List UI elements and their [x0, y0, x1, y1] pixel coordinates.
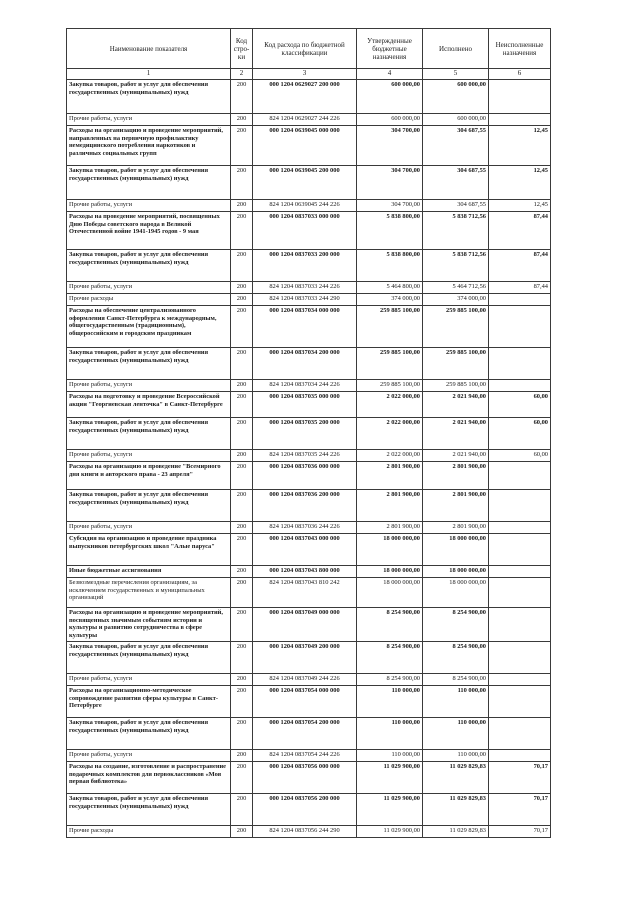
row-approved-amount: 5 838 800,00: [357, 212, 423, 250]
row-unexecuted-amount: [489, 306, 551, 348]
row-line-code: 200: [231, 718, 253, 750]
row-unexecuted-amount: 60,00: [489, 392, 551, 418]
row-approved-amount: 8 254 900,00: [357, 608, 423, 642]
row-expense-code: 000 1204 0837034 200 000: [253, 348, 357, 380]
row-approved-amount: 304 700,00: [357, 166, 423, 200]
row-line-code: 200: [231, 674, 253, 686]
row-executed-amount: 5 838 712,56: [423, 250, 489, 282]
header-executed: Исполнено: [423, 29, 489, 69]
row-approved-amount: 259 885 100,00: [357, 306, 423, 348]
row-executed-amount: 600 000,00: [423, 80, 489, 114]
row-line-code: 200: [231, 490, 253, 522]
row-unexecuted-amount: 87,44: [489, 250, 551, 282]
row-unexecuted-amount: 70,17: [489, 762, 551, 794]
table-row: [67, 522, 551, 534]
table-row: [67, 608, 551, 642]
row-unexecuted-amount: [489, 750, 551, 762]
row-executed-amount: 259 885 100,00: [423, 306, 489, 348]
row-unexecuted-amount: [489, 294, 551, 306]
row-expense-code: 824 1204 0837043 810 242: [253, 578, 357, 608]
row-name: Прочие работы, услуги: [67, 114, 231, 126]
row-unexecuted-amount: 70,17: [489, 826, 551, 838]
row-unexecuted-amount: [489, 534, 551, 566]
row-name: Прочие работы, услуги: [67, 450, 231, 462]
row-executed-amount: 110 000,00: [423, 718, 489, 750]
row-unexecuted-amount: [489, 642, 551, 674]
row-name: Закупка товаров, работ и услуг для обеспечения государственных (муниципальных) нужд: [67, 794, 231, 826]
row-name: Субсидия на организацию и проведение праздника выпускников петербургских школ "Алые паруса": [67, 534, 231, 566]
row-line-code: 200: [231, 522, 253, 534]
row-executed-amount: 5 838 712,56: [423, 212, 489, 250]
row-name: Расходы на проведение мероприятий, посвященных Дню Победы советского народа в Великой Отечественной войне 1941-1945 годов - 9 мая: [67, 212, 231, 250]
table-row: [67, 200, 551, 212]
row-approved-amount: 5 838 800,00: [357, 250, 423, 282]
row-line-code: 200: [231, 250, 253, 282]
row-executed-amount: 304 687,55: [423, 200, 489, 212]
row-expense-code: 824 1204 0639045 244 226: [253, 200, 357, 212]
row-approved-amount: 374 000,00: [357, 294, 423, 306]
column-number: 1: [67, 69, 231, 80]
table-row: [67, 294, 551, 306]
row-approved-amount: 2 801 900,00: [357, 490, 423, 522]
row-executed-amount: 11 029 829,83: [423, 762, 489, 794]
table-row: [67, 578, 551, 608]
table-row: [67, 250, 551, 282]
row-executed-amount: 8 254 900,00: [423, 608, 489, 642]
table-row: [67, 642, 551, 674]
table-row: [67, 794, 551, 826]
table-row: [67, 380, 551, 392]
row-unexecuted-amount: [489, 80, 551, 114]
row-line-code: 200: [231, 762, 253, 794]
row-executed-amount: 110 000,00: [423, 750, 489, 762]
row-line-code: 200: [231, 294, 253, 306]
table-body: [67, 80, 551, 838]
row-line-code: 200: [231, 578, 253, 608]
row-unexecuted-amount: [489, 718, 551, 750]
row-name: Закупка товаров, работ и услуг для обеспечения государственных (муниципальных) нужд: [67, 490, 231, 522]
table-row: [67, 762, 551, 794]
row-name: Расходы на обеспечение централизованного оформления Санкт-Петербурга к международным, общегосударственным (традиционным), общероссийским и городским праздникам: [67, 306, 231, 348]
table-row: [67, 306, 551, 348]
row-line-code: 200: [231, 418, 253, 450]
table-row: [67, 450, 551, 462]
budget-table-sheet: [66, 28, 550, 838]
row-approved-amount: 600 000,00: [357, 114, 423, 126]
row-approved-amount: 18 000 000,00: [357, 534, 423, 566]
table-row: [67, 392, 551, 418]
row-approved-amount: 2 022 000,00: [357, 450, 423, 462]
row-expense-code: 000 1204 0629027 200 000: [253, 80, 357, 114]
row-unexecuted-amount: 60,00: [489, 450, 551, 462]
row-name: Закупка товаров, работ и услуг для обеспечения государственных (муниципальных) нужд: [67, 80, 231, 114]
row-name: Закупка товаров, работ и услуг для обеспечения государственных (муниципальных) нужд: [67, 718, 231, 750]
row-name: Прочие работы, услуги: [67, 674, 231, 686]
table-row: [67, 718, 551, 750]
row-executed-amount: 2 021 940,00: [423, 392, 489, 418]
row-approved-amount: 304 700,00: [357, 126, 423, 166]
row-unexecuted-amount: [489, 566, 551, 578]
table-row: [67, 674, 551, 686]
table-row: [67, 566, 551, 578]
row-name: Расходы на организационно-методическое сопровождение развития сферы культуры в Санкт-Петербурге: [67, 686, 231, 718]
row-line-code: 200: [231, 642, 253, 674]
row-unexecuted-amount: 60,00: [489, 418, 551, 450]
row-name: Расходы на подготовку и проведение Всероссийской акции "Георгиевская ленточка" в Санкт-Петербурге: [67, 392, 231, 418]
column-number: 3: [253, 69, 357, 80]
row-line-code: 200: [231, 348, 253, 380]
row-line-code: 200: [231, 380, 253, 392]
row-expense-code: 824 1204 0837056 244 290: [253, 826, 357, 838]
row-approved-amount: 2 022 000,00: [357, 418, 423, 450]
row-expense-code: 000 1204 0837036 200 000: [253, 490, 357, 522]
row-expense-code: 000 1204 0639045 000 000: [253, 126, 357, 166]
row-unexecuted-amount: [489, 608, 551, 642]
table-row: [67, 462, 551, 490]
table-row: [67, 348, 551, 380]
row-name: Прочие работы, услуги: [67, 380, 231, 392]
row-executed-amount: 600 000,00: [423, 114, 489, 126]
row-line-code: 200: [231, 566, 253, 578]
row-expense-code: 824 1204 0837054 244 226: [253, 750, 357, 762]
row-unexecuted-amount: [489, 522, 551, 534]
row-expense-code: 824 1204 0837036 244 226: [253, 522, 357, 534]
row-name: Расходы на создание, изготовление и распространение подарочных комплектов для первоклассников «Моя первая библиотека»: [67, 762, 231, 794]
row-name: Прочие работы, услуги: [67, 282, 231, 294]
row-unexecuted-amount: [489, 380, 551, 392]
row-name: Прочие работы, услуги: [67, 200, 231, 212]
row-line-code: 200: [231, 462, 253, 490]
row-name: Безвозмездные перечисления организациям, за исключением государственных и муниципальных организаций: [67, 578, 231, 608]
row-unexecuted-amount: 87,44: [489, 212, 551, 250]
row-line-code: 200: [231, 608, 253, 642]
row-name: Закупка товаров, работ и услуг для обеспечения государственных (муниципальных) нужд: [67, 250, 231, 282]
row-unexecuted-amount: 12,45: [489, 126, 551, 166]
row-approved-amount: 2 801 900,00: [357, 462, 423, 490]
row-unexecuted-amount: 87,44: [489, 282, 551, 294]
header-unexecuted: Неисполненные назначения: [489, 29, 551, 69]
row-expense-code: 824 1204 0629027 244 226: [253, 114, 357, 126]
row-approved-amount: 259 885 100,00: [357, 348, 423, 380]
row-name: Прочие расходы: [67, 826, 231, 838]
row-line-code: 200: [231, 306, 253, 348]
row-expense-code: 000 1204 0837043 000 000: [253, 534, 357, 566]
row-executed-amount: 18 000 000,00: [423, 566, 489, 578]
row-unexecuted-amount: [489, 578, 551, 608]
column-number: 6: [489, 69, 551, 80]
row-executed-amount: 11 029 829,83: [423, 794, 489, 826]
row-unexecuted-amount: [489, 348, 551, 380]
row-executed-amount: 2 021 940,00: [423, 450, 489, 462]
row-expense-code: 000 1204 0837049 200 000: [253, 642, 357, 674]
row-line-code: 200: [231, 826, 253, 838]
row-expense-code: 824 1204 0837033 244 290: [253, 294, 357, 306]
row-executed-amount: 2 021 940,00: [423, 418, 489, 450]
row-expense-code: 000 1204 0837034 000 000: [253, 306, 357, 348]
row-approved-amount: 18 000 000,00: [357, 578, 423, 608]
row-expense-code: 000 1204 0837054 200 000: [253, 718, 357, 750]
row-executed-amount: 2 801 900,00: [423, 522, 489, 534]
table-row: [67, 418, 551, 450]
row-line-code: 200: [231, 686, 253, 718]
row-expense-code: 000 1204 0837056 000 000: [253, 762, 357, 794]
header-line-code: Код стро-ки: [231, 29, 253, 69]
row-unexecuted-amount: 12,45: [489, 200, 551, 212]
row-approved-amount: 11 029 900,00: [357, 794, 423, 826]
row-line-code: 200: [231, 126, 253, 166]
table-row: [67, 282, 551, 294]
row-line-code: 200: [231, 450, 253, 462]
row-executed-amount: 110 000,00: [423, 686, 489, 718]
header-expense-code: Код расхода по бюджетной классификации: [253, 29, 357, 69]
row-approved-amount: 18 000 000,00: [357, 566, 423, 578]
row-executed-amount: 259 885 100,00: [423, 380, 489, 392]
row-line-code: 200: [231, 212, 253, 250]
row-unexecuted-amount: [489, 114, 551, 126]
row-unexecuted-amount: [489, 490, 551, 522]
row-approved-amount: 5 464 800,00: [357, 282, 423, 294]
row-approved-amount: 110 000,00: [357, 718, 423, 750]
row-expense-code: 824 1204 0837049 244 226: [253, 674, 357, 686]
budget-execution-table: [66, 28, 551, 838]
row-line-code: 200: [231, 114, 253, 126]
row-name: Иные бюджетные ассигнования: [67, 566, 231, 578]
row-expense-code: 000 1204 0837056 200 000: [253, 794, 357, 826]
row-unexecuted-amount: [489, 462, 551, 490]
table-row: [67, 212, 551, 250]
row-executed-amount: 374 000,00: [423, 294, 489, 306]
row-approved-amount: 600 000,00: [357, 80, 423, 114]
row-name: Прочие работы, услуги: [67, 522, 231, 534]
row-line-code: 200: [231, 750, 253, 762]
column-number: 2: [231, 69, 253, 80]
header-row: [67, 29, 551, 69]
row-line-code: 200: [231, 166, 253, 200]
row-executed-amount: 259 885 100,00: [423, 348, 489, 380]
column-number: 5: [423, 69, 489, 80]
table-row: [67, 490, 551, 522]
row-expense-code: 824 1204 0837033 244 226: [253, 282, 357, 294]
row-expense-code: 000 1204 0837054 000 000: [253, 686, 357, 718]
row-line-code: 200: [231, 200, 253, 212]
table-row: [67, 534, 551, 566]
row-name: Закупка товаров, работ и услуг для обеспечения государственных (муниципальных) нужд: [67, 642, 231, 674]
table-row: [67, 686, 551, 718]
header-name: Наименование показателя: [67, 29, 231, 69]
column-number-row: [67, 69, 551, 80]
row-approved-amount: 11 029 900,00: [357, 826, 423, 838]
row-unexecuted-amount: 70,17: [489, 794, 551, 826]
row-approved-amount: 110 000,00: [357, 686, 423, 718]
row-executed-amount: 8 254 900,00: [423, 642, 489, 674]
row-approved-amount: 304 700,00: [357, 200, 423, 212]
column-number: 4: [357, 69, 423, 80]
row-expense-code: 000 1204 0837035 000 000: [253, 392, 357, 418]
row-expense-code: 000 1204 0837036 000 000: [253, 462, 357, 490]
row-approved-amount: 8 254 900,00: [357, 674, 423, 686]
row-approved-amount: 11 029 900,00: [357, 762, 423, 794]
row-approved-amount: 8 254 900,00: [357, 642, 423, 674]
row-approved-amount: 259 885 100,00: [357, 380, 423, 392]
row-executed-amount: 18 000 000,00: [423, 578, 489, 608]
row-unexecuted-amount: 12,45: [489, 166, 551, 200]
table-row: [67, 166, 551, 200]
row-expense-code: 000 1204 0639045 200 000: [253, 166, 357, 200]
row-line-code: 200: [231, 282, 253, 294]
table-row: [67, 750, 551, 762]
row-executed-amount: 2 801 900,00: [423, 462, 489, 490]
row-unexecuted-amount: [489, 686, 551, 718]
row-unexecuted-amount: [489, 674, 551, 686]
row-name: Прочие расходы: [67, 294, 231, 306]
row-executed-amount: 2 801 900,00: [423, 490, 489, 522]
row-line-code: 200: [231, 392, 253, 418]
row-expense-code: 000 1204 0837049 000 000: [253, 608, 357, 642]
row-approved-amount: 110 000,00: [357, 750, 423, 762]
row-name: Закупка товаров, работ и услуг для обеспечения государственных (муниципальных) нужд: [67, 348, 231, 380]
row-name: Закупка товаров, работ и услуг для обеспечения государственных (муниципальных) нужд: [67, 166, 231, 200]
row-approved-amount: 2 801 900,00: [357, 522, 423, 534]
row-executed-amount: 18 000 000,00: [423, 534, 489, 566]
row-line-code: 200: [231, 534, 253, 566]
row-line-code: 200: [231, 80, 253, 114]
row-executed-amount: 304 687,55: [423, 126, 489, 166]
row-approved-amount: 2 022 000,00: [357, 392, 423, 418]
row-executed-amount: 11 029 829,83: [423, 826, 489, 838]
row-expense-code: 000 1204 0837043 800 000: [253, 566, 357, 578]
row-line-code: 200: [231, 794, 253, 826]
row-name: Расходы на организацию и проведение мероприятий, направленных на первичную профилактику немедицинского потребления наркотиков и различных социальных групп: [67, 126, 231, 166]
table-row: [67, 80, 551, 114]
row-executed-amount: 5 464 712,56: [423, 282, 489, 294]
row-name: Расходы на организацию и проведение "Всемирного дня книги и авторского права - 23 апреля": [67, 462, 231, 490]
row-name: Прочие работы, услуги: [67, 750, 231, 762]
table-row: [67, 114, 551, 126]
row-expense-code: 824 1204 0837034 244 226: [253, 380, 357, 392]
row-expense-code: 000 1204 0837035 200 000: [253, 418, 357, 450]
row-executed-amount: 304 687,55: [423, 166, 489, 200]
row-executed-amount: 8 254 900,00: [423, 674, 489, 686]
row-name: Расходы на организацию и проведение мероприятий, посвященных значимым событиям истории и культуры и развитию сотрудничества в сфере культуры: [67, 608, 231, 642]
row-expense-code: 824 1204 0837035 244 226: [253, 450, 357, 462]
row-expense-code: 000 1204 0837033 000 000: [253, 212, 357, 250]
header-approved: Утвержденные бюджетные назначения: [357, 29, 423, 69]
table-row: [67, 826, 551, 838]
row-name: Закупка товаров, работ и услуг для обеспечения государственных (муниципальных) нужд: [67, 418, 231, 450]
table-row: [67, 126, 551, 166]
row-expense-code: 000 1204 0837033 200 000: [253, 250, 357, 282]
